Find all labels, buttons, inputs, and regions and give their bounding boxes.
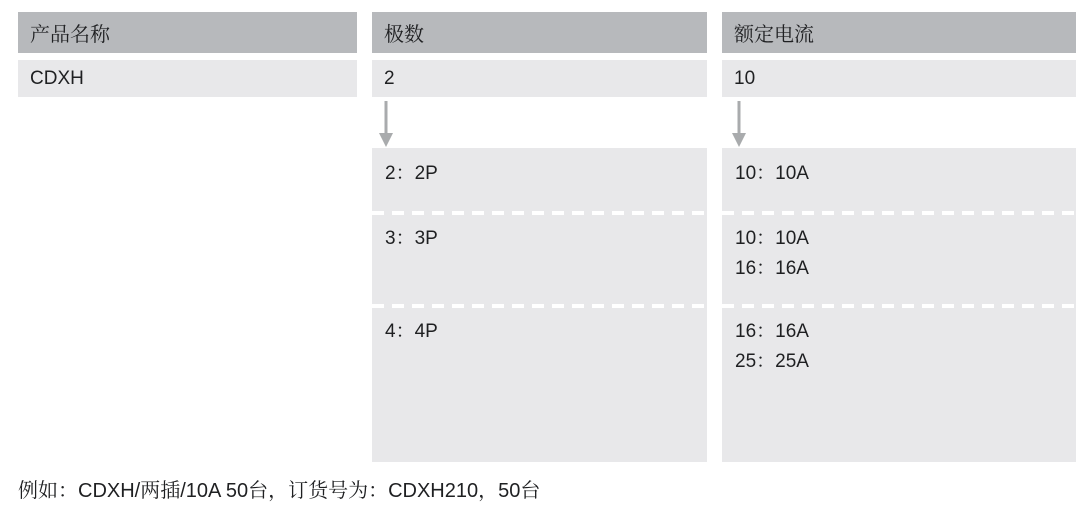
column-header-poles: 极数 <box>372 12 707 53</box>
down-arrow-icon <box>378 101 394 147</box>
current-option-group-2 <box>722 213 1076 306</box>
current-option-group-1 <box>722 148 1076 213</box>
dashed-divider <box>722 304 1076 308</box>
current-option-group-3 <box>722 306 1076 462</box>
dashed-divider <box>372 211 707 215</box>
poles-option-group-3 <box>372 306 707 462</box>
option-poles-4p: 4：4P <box>385 321 438 342</box>
down-arrow-icon <box>731 101 747 147</box>
column-header-rated-current: 额定电流 <box>722 12 1076 53</box>
option-current-25a: 25：25A <box>735 351 809 372</box>
option-current-10a: 10：10A <box>735 228 809 249</box>
example-note: 例如：CDXH/两插/10A 50台，订货号为：CDXH210，50台 <box>18 480 541 502</box>
option-current-10a: 10：10A <box>735 163 809 184</box>
column-header-product-name: 产品名称 <box>18 12 357 53</box>
dashed-divider <box>722 211 1076 215</box>
poles-code-value: 2 <box>372 60 707 97</box>
option-poles-2p: 2：2P <box>385 163 438 184</box>
option-poles-3p: 3：3P <box>385 228 438 249</box>
poles-option-group-1 <box>372 148 707 213</box>
option-current-16a: 16：16A <box>735 321 809 342</box>
poles-option-group-2 <box>372 213 707 306</box>
rated-current-options-box <box>722 148 1076 462</box>
option-current-16a: 16：16A <box>735 258 809 279</box>
poles-options-box <box>372 148 707 462</box>
dashed-divider <box>372 304 707 308</box>
product-name-value: CDXH <box>18 60 357 97</box>
rated-current-code-value: 10 <box>722 60 1076 97</box>
